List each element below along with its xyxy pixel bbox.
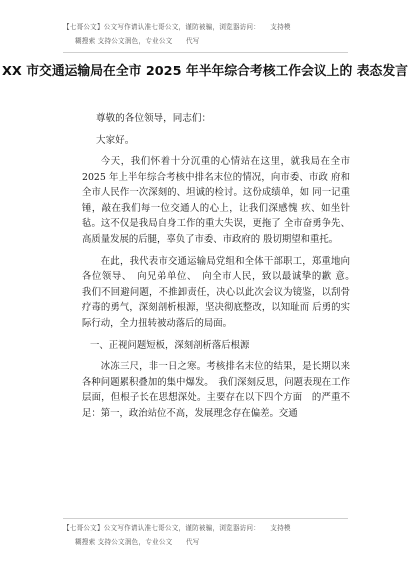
header-line-2: 糊搜索 支持公文润色，专业公文 代写	[75, 37, 200, 45]
footer-line-1: 【七哥公文】公文写作请认准七哥公文，谨防被骗，浏览器访问： 支持模	[63, 524, 291, 532]
page-footer-watermark	[63, 521, 363, 549]
document-body	[82, 154, 360, 428]
salutation: 尊敬的各位领导，同志们：	[96, 113, 212, 124]
paragraph-2: 在此，我代表市交通运输局党组和全体干部职工，郑重地向各位领导、 向兄弟单位、 向全市人民，致以最诚挚的歉 意。 我们不回避问题，不推卸责任，决心以此次会议为镜鉴，以刮骨疗毒的勇气，深刻剖析根源，坚决彻底整改，以知耻而 后勇的实际行动，全力扭转被动落后的局面。	[82, 255, 360, 329]
paragraph-1: 今天，我们怀着十分沉重的心情站在这里，就我局在全市 2025 年上半年综合考核中排名末位的情况，向市委、市政 府和全市人民作一次深刻的、坦诚的检讨。这份成绩单，如 同一记重锤，敲在我们每一位交通人的心上，让我们深感愧 疚、如坐针毡。这不仅是我局自身工作的重大失误，更拖了 全市奋勇争先、高质量发展的后腿，辜负了市委、市政府的 殷切期望和重托。	[82, 156, 350, 245]
footer-divider	[63, 518, 348, 519]
document-title: XX 市交通运输局在全市 2025 年半年综合考核工作会议上的 表态发言	[2, 64, 408, 79]
greeting: 大家好。	[96, 135, 135, 146]
section-heading-1: 一、正视问题短板，深刻剖析落后根源	[90, 339, 250, 351]
header-divider	[63, 52, 348, 53]
header-line-1: 【七哥公文】公文写作请认准七哥公文，谨防被骗，浏览器访问： 支持模	[63, 23, 291, 31]
page-header-watermark	[63, 20, 363, 48]
footer-line-2: 糊搜索 支持公文润色，专业公文 代写	[75, 538, 200, 546]
paragraph-3: 冰冻三尺，非一日之寒。考核排名末位的结果，是长期以来各种问题累积叠加的集中爆发。 我们深刻反思，问题表现在工作层面，但根子长在思想深处。主要存在以下四个方面 的严重不足：第一，政治站位不高，发展理念存在偏差。交通	[82, 361, 350, 419]
